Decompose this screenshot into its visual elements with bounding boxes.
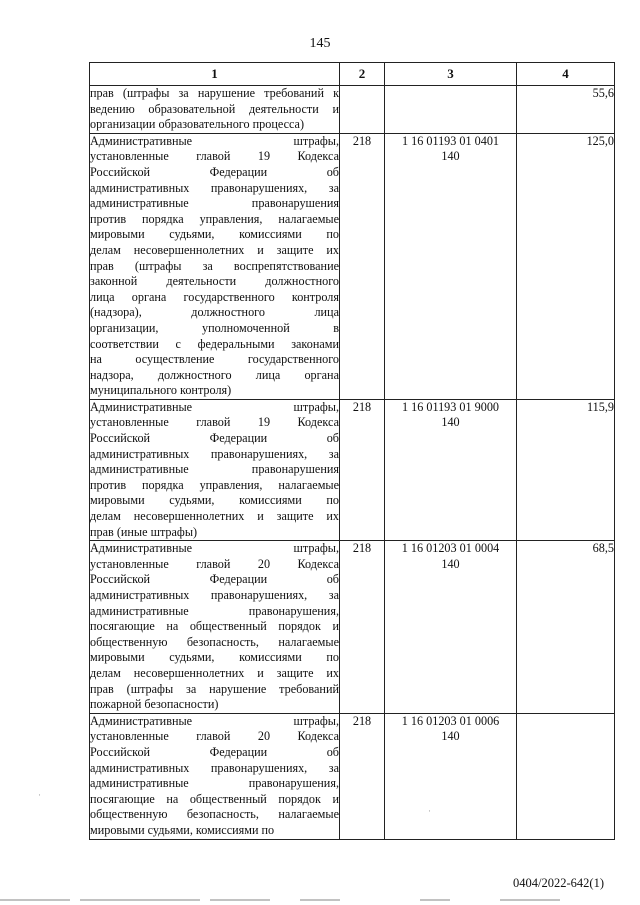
row-budget-code bbox=[385, 86, 517, 134]
description-line: муниципального контроля) bbox=[90, 383, 232, 398]
description-line: Российской Федерации об bbox=[90, 164, 339, 179]
row-budget-code bbox=[385, 713, 517, 839]
description-line: прав (штрафы за нарушение требований к bbox=[90, 86, 339, 100]
row-budget-code bbox=[385, 541, 517, 714]
header-col-1: 1 bbox=[90, 63, 340, 86]
header-col-2: 2 bbox=[340, 63, 385, 86]
description-line: организации, уполномоченной в bbox=[90, 320, 339, 335]
table-row bbox=[90, 541, 615, 714]
description-line: административные правонарушения bbox=[90, 196, 339, 211]
description-line: мировыми судьями, комиссиями по bbox=[90, 650, 339, 665]
description-line: прав (иные штрафы) bbox=[90, 524, 198, 539]
row-description bbox=[90, 541, 340, 714]
row-description bbox=[90, 399, 340, 540]
description-line: делам несовершеннолетних и защите их bbox=[90, 242, 339, 257]
page-number: 145 bbox=[309, 36, 331, 51]
description-line: мировыми судьями, комиссиями по bbox=[90, 822, 275, 837]
header-row bbox=[90, 63, 615, 86]
scan-edge-noise bbox=[0, 895, 640, 905]
budget-code-line-1: 1 16 01203 01 0006 bbox=[401, 713, 500, 728]
description-line: установленные главой 20 Кодекса bbox=[90, 556, 339, 571]
description-line: мировыми судьями, комиссиями по bbox=[90, 227, 339, 242]
description-line: установленные главой 20 Кодекса bbox=[90, 729, 339, 744]
row-amount: 115,9 bbox=[517, 399, 615, 540]
row-budget-code bbox=[385, 399, 517, 540]
description-line: посягающие на общественный порядок и bbox=[90, 791, 339, 806]
description-line: Российской Федерации об bbox=[90, 744, 339, 759]
budget-code-line-2: 140 bbox=[441, 729, 460, 744]
header-col-3: 3 bbox=[385, 63, 517, 86]
description-line: административных правонарушениях, за bbox=[90, 180, 339, 195]
description-line: административные правонарушения bbox=[90, 462, 339, 477]
description-line: на осуществление государственного bbox=[90, 352, 339, 367]
row-description bbox=[90, 713, 340, 839]
description-line: административных правонарушениях, за bbox=[90, 588, 339, 602]
table-row bbox=[90, 133, 615, 399]
description-line: против порядка управления, налагаемые bbox=[90, 211, 339, 226]
description-line: общественную безопасность, налагаемые bbox=[90, 807, 339, 822]
description-line: против порядка управления, налагаемые bbox=[90, 477, 339, 492]
table-header bbox=[90, 63, 615, 86]
revenue-table bbox=[89, 62, 615, 840]
row-amount: 125,0 bbox=[517, 133, 615, 399]
budget-code-line-2: 140 bbox=[441, 149, 460, 164]
row-amount: 55,6 bbox=[517, 86, 615, 134]
description-line: Административные штрафы, bbox=[90, 713, 339, 728]
budget-code-line-2: 140 bbox=[441, 556, 460, 571]
description-line: административные правонарушения, bbox=[90, 603, 339, 618]
description-line: организации образовательного процесса) bbox=[90, 117, 305, 132]
description-line: Административные штрафы, bbox=[90, 541, 339, 556]
row-description bbox=[90, 133, 340, 399]
row-chapter-code: 218 bbox=[340, 399, 385, 540]
row-amount bbox=[517, 713, 615, 839]
budget-code-line-1: 1 16 01193 01 9000 bbox=[401, 399, 500, 414]
description-line: законной деятельности должностного bbox=[90, 274, 339, 289]
row-chapter-code: 218 bbox=[340, 713, 385, 839]
description-line: надзора, должностного лица органа bbox=[90, 367, 339, 382]
description-line: установленные главой 19 Кодекса bbox=[90, 415, 339, 430]
description-line: (надзора), должностного лица bbox=[90, 305, 339, 320]
row-amount: 68,5 bbox=[517, 541, 615, 714]
document-reference: 0404/2022-642(1) bbox=[513, 876, 604, 890]
description-line: административных правонарушениях, за bbox=[90, 446, 339, 461]
description-line: соответствии с федеральными законами bbox=[90, 336, 339, 351]
header-col-4: 4 bbox=[517, 63, 615, 86]
description-line: Административные штрафы, bbox=[90, 133, 339, 148]
description-line: лица органа государственного контроля bbox=[90, 289, 339, 304]
row-chapter-code: 218 bbox=[340, 541, 385, 714]
row-chapter-code: 218 bbox=[340, 133, 385, 399]
description-line: делам несовершеннолетних и защите их bbox=[90, 509, 339, 524]
description-line: посягающие на общественный порядок и bbox=[90, 619, 339, 634]
row-chapter-code bbox=[340, 86, 385, 134]
description-line: ведению образовательной деятельности и bbox=[90, 101, 339, 116]
budget-code-line-2: 140 bbox=[441, 415, 460, 430]
budget-code-line-1: 1 16 01203 01 0004 bbox=[401, 541, 500, 556]
table-body bbox=[90, 86, 615, 840]
description-line: пожарной безопасности) bbox=[90, 697, 219, 712]
table-row bbox=[90, 399, 615, 540]
scan-speck: · bbox=[428, 806, 431, 816]
table-row bbox=[90, 86, 615, 134]
description-line: прав (штрафы за нарушение требований bbox=[90, 681, 339, 696]
description-line: административные правонарушения, bbox=[90, 776, 339, 791]
description-line: прав (штрафы за воспрепятствование bbox=[90, 258, 339, 273]
scan-speck: · bbox=[38, 790, 41, 800]
table-row bbox=[90, 713, 615, 839]
description-line: делам несовершеннолетних и защите их bbox=[90, 665, 339, 680]
description-line: установленные главой 19 Кодекса bbox=[90, 149, 339, 164]
description-line: общественную безопасность, налагаемые bbox=[90, 634, 339, 649]
row-budget-code bbox=[385, 133, 517, 399]
description-line: административных правонарушениях, за bbox=[90, 760, 339, 775]
row-description bbox=[90, 86, 340, 134]
description-line: мировыми судьями, комиссиями по bbox=[90, 493, 339, 508]
budget-code-line-1: 1 16 01193 01 0401 bbox=[401, 133, 500, 148]
description-line: Российской Федерации об bbox=[90, 431, 339, 446]
description-line: Российской Федерации об bbox=[90, 572, 339, 587]
description-line: Административные штрафы, bbox=[90, 399, 339, 414]
